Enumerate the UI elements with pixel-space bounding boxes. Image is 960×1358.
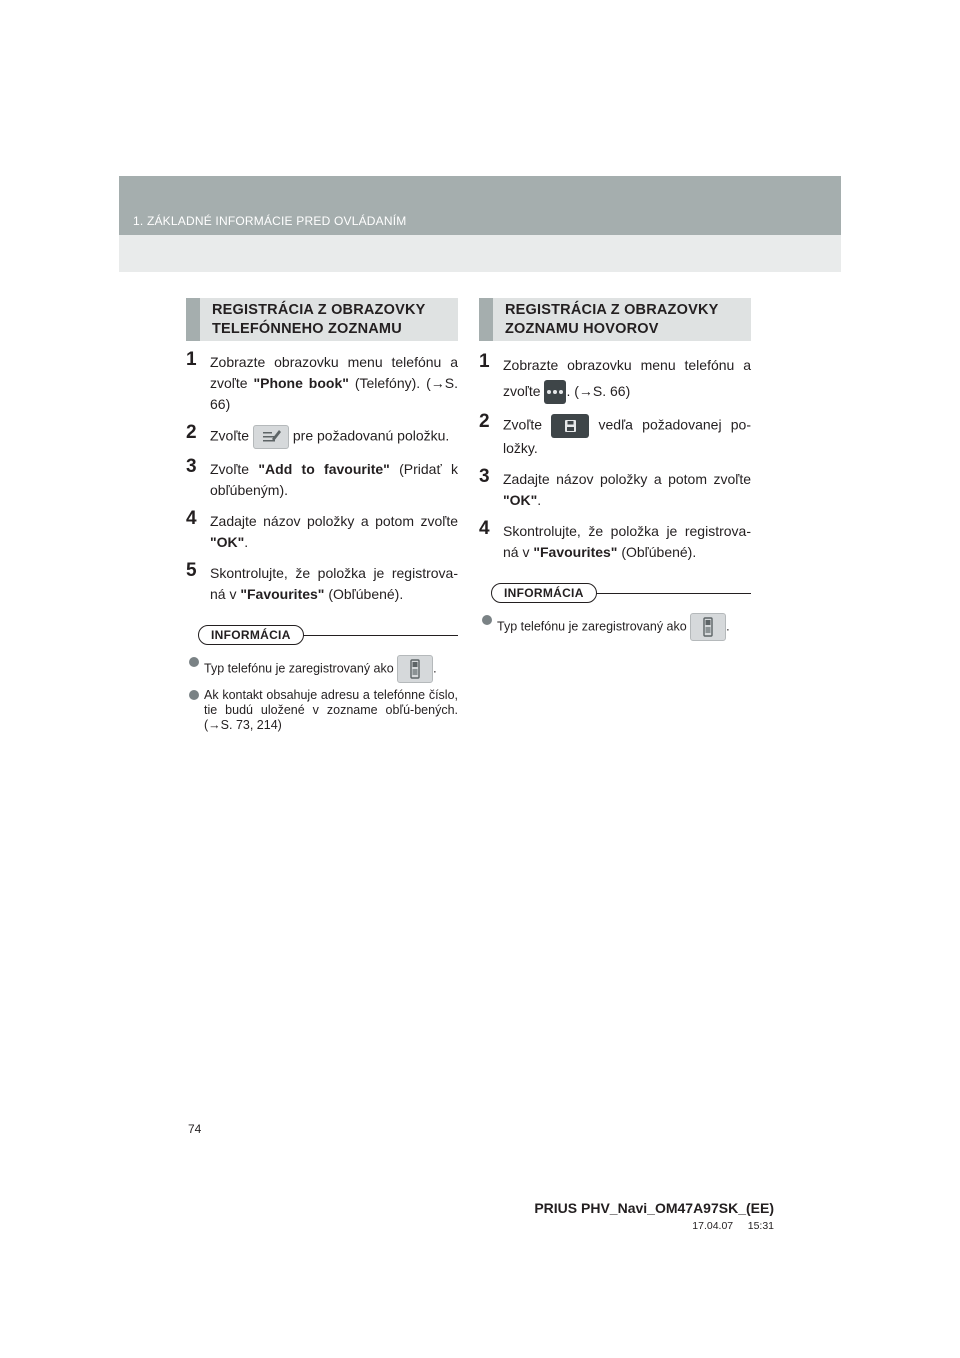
more-options-icon [544, 380, 566, 404]
step-item: 2 Zvoľte pre požadovanú položku. [186, 425, 458, 449]
step-item: 3 Zvoľte "Add to favourite" (Pridať k obľúbeným). [186, 456, 458, 498]
step-item: 4 Zadajte názov položky a potom zvoľte "OK". [186, 508, 458, 550]
info-item: Ak kontakt obsahuje adresu a telefónne číslo, tie budú uložené v zozname obľú-bených. (→S. 73, 214) [186, 688, 458, 733]
right-heading: REGISTRÁCIA Z OBRAZOVKY ZOZNAMU HOVOROV [505, 301, 719, 337]
step-item: 2 Zvoľte vedľa požadovanej po-ložky. [479, 411, 752, 457]
left-heading: REGISTRÁCIA Z OBRAZOVKY TELEFÓNNEHO ZOZNAMU [212, 301, 426, 337]
section-header-band [119, 176, 841, 235]
info-divider [589, 593, 751, 594]
step-item: 1 Zobrazte obrazovku menu telefónu a zvoľte "Phone book" (Telefóny). (→S. 66) [186, 349, 458, 412]
section-header-subband [119, 235, 841, 272]
info-item: Typ telefónu je zaregistrovaný ako . [479, 613, 751, 641]
info-label: INFORMÁCIA [491, 583, 597, 603]
right-heading-box [479, 298, 751, 341]
mobile-phone-icon [690, 613, 726, 641]
step-item: 3 Zadajte názov položky a potom zvoľte "OK". [479, 466, 751, 509]
edit-icon [253, 425, 289, 449]
step-item: 1 Zobrazte obrazovku menu telefónu a zvoľte . (→S. 66) [479, 352, 751, 404]
info-divider [296, 635, 458, 636]
info-item: Typ telefónu je zaregistrovaný ako . [186, 655, 458, 683]
right-column [479, 298, 751, 646]
bullet-icon [189, 690, 199, 700]
bullet-icon [482, 615, 492, 625]
info-box [186, 625, 458, 645]
footer-model-code: PRIUS PHV_Navi_OM47A97SK_(EE) [534, 1200, 774, 1216]
section-title: 1. ZÁKLADNÉ INFORMÁCIE PRED OVLÁDANÍM [133, 214, 407, 228]
step-item: 4 Skontrolujte, že položka je registrova-ná v "Favourites" (Obľúbené). [479, 518, 751, 561]
info-label: INFORMÁCIA [198, 625, 304, 645]
save-icon [551, 414, 589, 438]
left-heading-box [186, 298, 458, 341]
mobile-phone-icon [397, 655, 433, 683]
bullet-icon [189, 657, 199, 667]
info-box [479, 583, 751, 603]
page-number: 74 [188, 1122, 202, 1136]
left-column [186, 298, 458, 738]
footer-timestamp: 17.04.07 15:31 [692, 1220, 774, 1232]
step-item: 5 Skontrolujte, že položka je registrova-ná v "Favourites" (Obľúbené). [186, 560, 458, 602]
